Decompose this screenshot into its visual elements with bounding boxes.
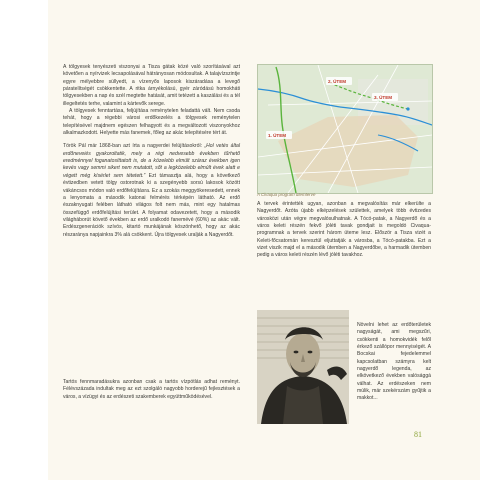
paragraph: A tervek érintették ugyan, azonban a megvalósítás már elkerülte a Nagyerdőt. Azóta újabb elképzelések születtek, amelyek több évtizedes városközi után végre megvalósulhatnak. A Tócó-patak, a Nagyerdő és a város keleti részén fekvő jóléti tavak gondjait is megoldó Civaqua-programnak a tervek szerint három üteme lesz. Először a Tisza vizét a Keleti-főcsatornán keresztül eljuttatják a városba, a Tócó-patakba. Ezt a vizet viszik majd el a második ütemben a Nagyerdőbe, a harmadik ütemben pedig a város keleti részén lévő jóléti tavakhoz. bbox=[257, 201, 431, 259]
map-label-stage1: 1. ÜTEM bbox=[268, 133, 287, 138]
paragraph: A tölgyesek tenyészeti viszonyai a Tisza gátak közé való szorításával azt követően a nyírvizek lecsapolásával hátrányosan módosultak. A talajvízszintje egyre mélyebbre süllyedt, a vízenyős laposok kiszáradása a levegő páratelítségét csökkentette. A ritka árnyékolású, gyér záródású homokháti tölgyesekben a nap és szél megtette hatását, amit tetézett a kaszálási és a tél illegeltetés terhe, valamint a kártevők serege. bbox=[63, 64, 240, 107]
page-number: 81 bbox=[414, 430, 422, 439]
portrait-graphic bbox=[257, 310, 349, 424]
civaqua-map bbox=[257, 64, 433, 194]
right-column-closing bbox=[357, 322, 431, 403]
historical-quote: „Hol vetés által erdőneveiés gyakoroltatik, mely a régi nedvesebb években tűrhető eredménnyel foganatosíttatott is, de a közelebb elmúlt száraz években igen kevés vagy semmi sikert nem mutatott, sőt a legközelebb elmúlt évek alatt e végett még kísérlet sem tétetett.” bbox=[63, 143, 240, 179]
paragraph-tail: Ezt támasztja alá, hogy a következő évtizedben vetett tölgy ostorotnak ki a szegényebb sorsú lakosok között vákáncsos módon való erdőfelújításra. Ez a szokás meggyökeresedett, ennek a lenyomata a második katonai felmérés térképén látható. Az erdő északnyugati felében látható világos folt nem más, mint egy hatalmas összefüggő erdőfelújítási terület. A folyamat odavezetett, hogy a második világháborút követő években az erdő uralkodó fanemévé (60%) az akác vált. Erdészgenerációk szívós, kitartó munkájának köszönhető, hogy az akác részaránya napjainkra 3% alá csökkent. Újra tölgyesek uralják a Nagyerdőt. bbox=[63, 172, 240, 238]
map-label-stage3: 3. ÜTEM bbox=[374, 95, 393, 100]
paragraph: Növelni lehet az erdőterületek nagyságát, ami megszűri, csökkenti a homokvidék felől érkező szállópor mennyiségét. A Bocskai fejedelemmel kapcsolatban számyra kelt nagyerdő legenda, az elkövetkező években valósággá válhat. Az erdészeken nem múlik, már szekérszám gyűjtik a makkot... bbox=[357, 322, 431, 402]
paragraph-lead: Török Pál már 1868-ban azt írta a nagyerdei felújításokról: bbox=[63, 143, 203, 150]
map-graphic bbox=[258, 65, 432, 193]
paragraph: Tartós fennmaradásukra azonban csak a tartós vízpótlás adhat reményt. Félévszázada indultak meg az ezt szolgáló nagyobb horderejű fejlesztések a város, a vízügyi és az erdészeti szakemberek együttműködésével. bbox=[63, 379, 240, 400]
paragraph: A tölgyesek fenntartása, feljújítása reménytelen feladattá vált. Nem csoda tehát, hogy a régebbi városi erdőkezelés a tölgyesek reménytelen telepítésével majdnem egészen felhagyott és a megváltozott viszonyokhoz alkalmazkodott. Helyette más fanemek, főleg az akác telepítésére tért át. bbox=[63, 108, 240, 137]
left-column-text bbox=[63, 64, 240, 239]
map-caption: A Civaqua program ütemterve bbox=[257, 192, 316, 197]
right-column-text bbox=[257, 201, 431, 260]
map-marker bbox=[406, 107, 409, 110]
map-label-stage2: 2. ÜTEM bbox=[328, 79, 347, 84]
paragraph bbox=[63, 143, 240, 238]
page-margin bbox=[0, 0, 48, 480]
engraved-portrait-icon bbox=[257, 310, 349, 424]
left-column-closing bbox=[63, 379, 240, 401]
